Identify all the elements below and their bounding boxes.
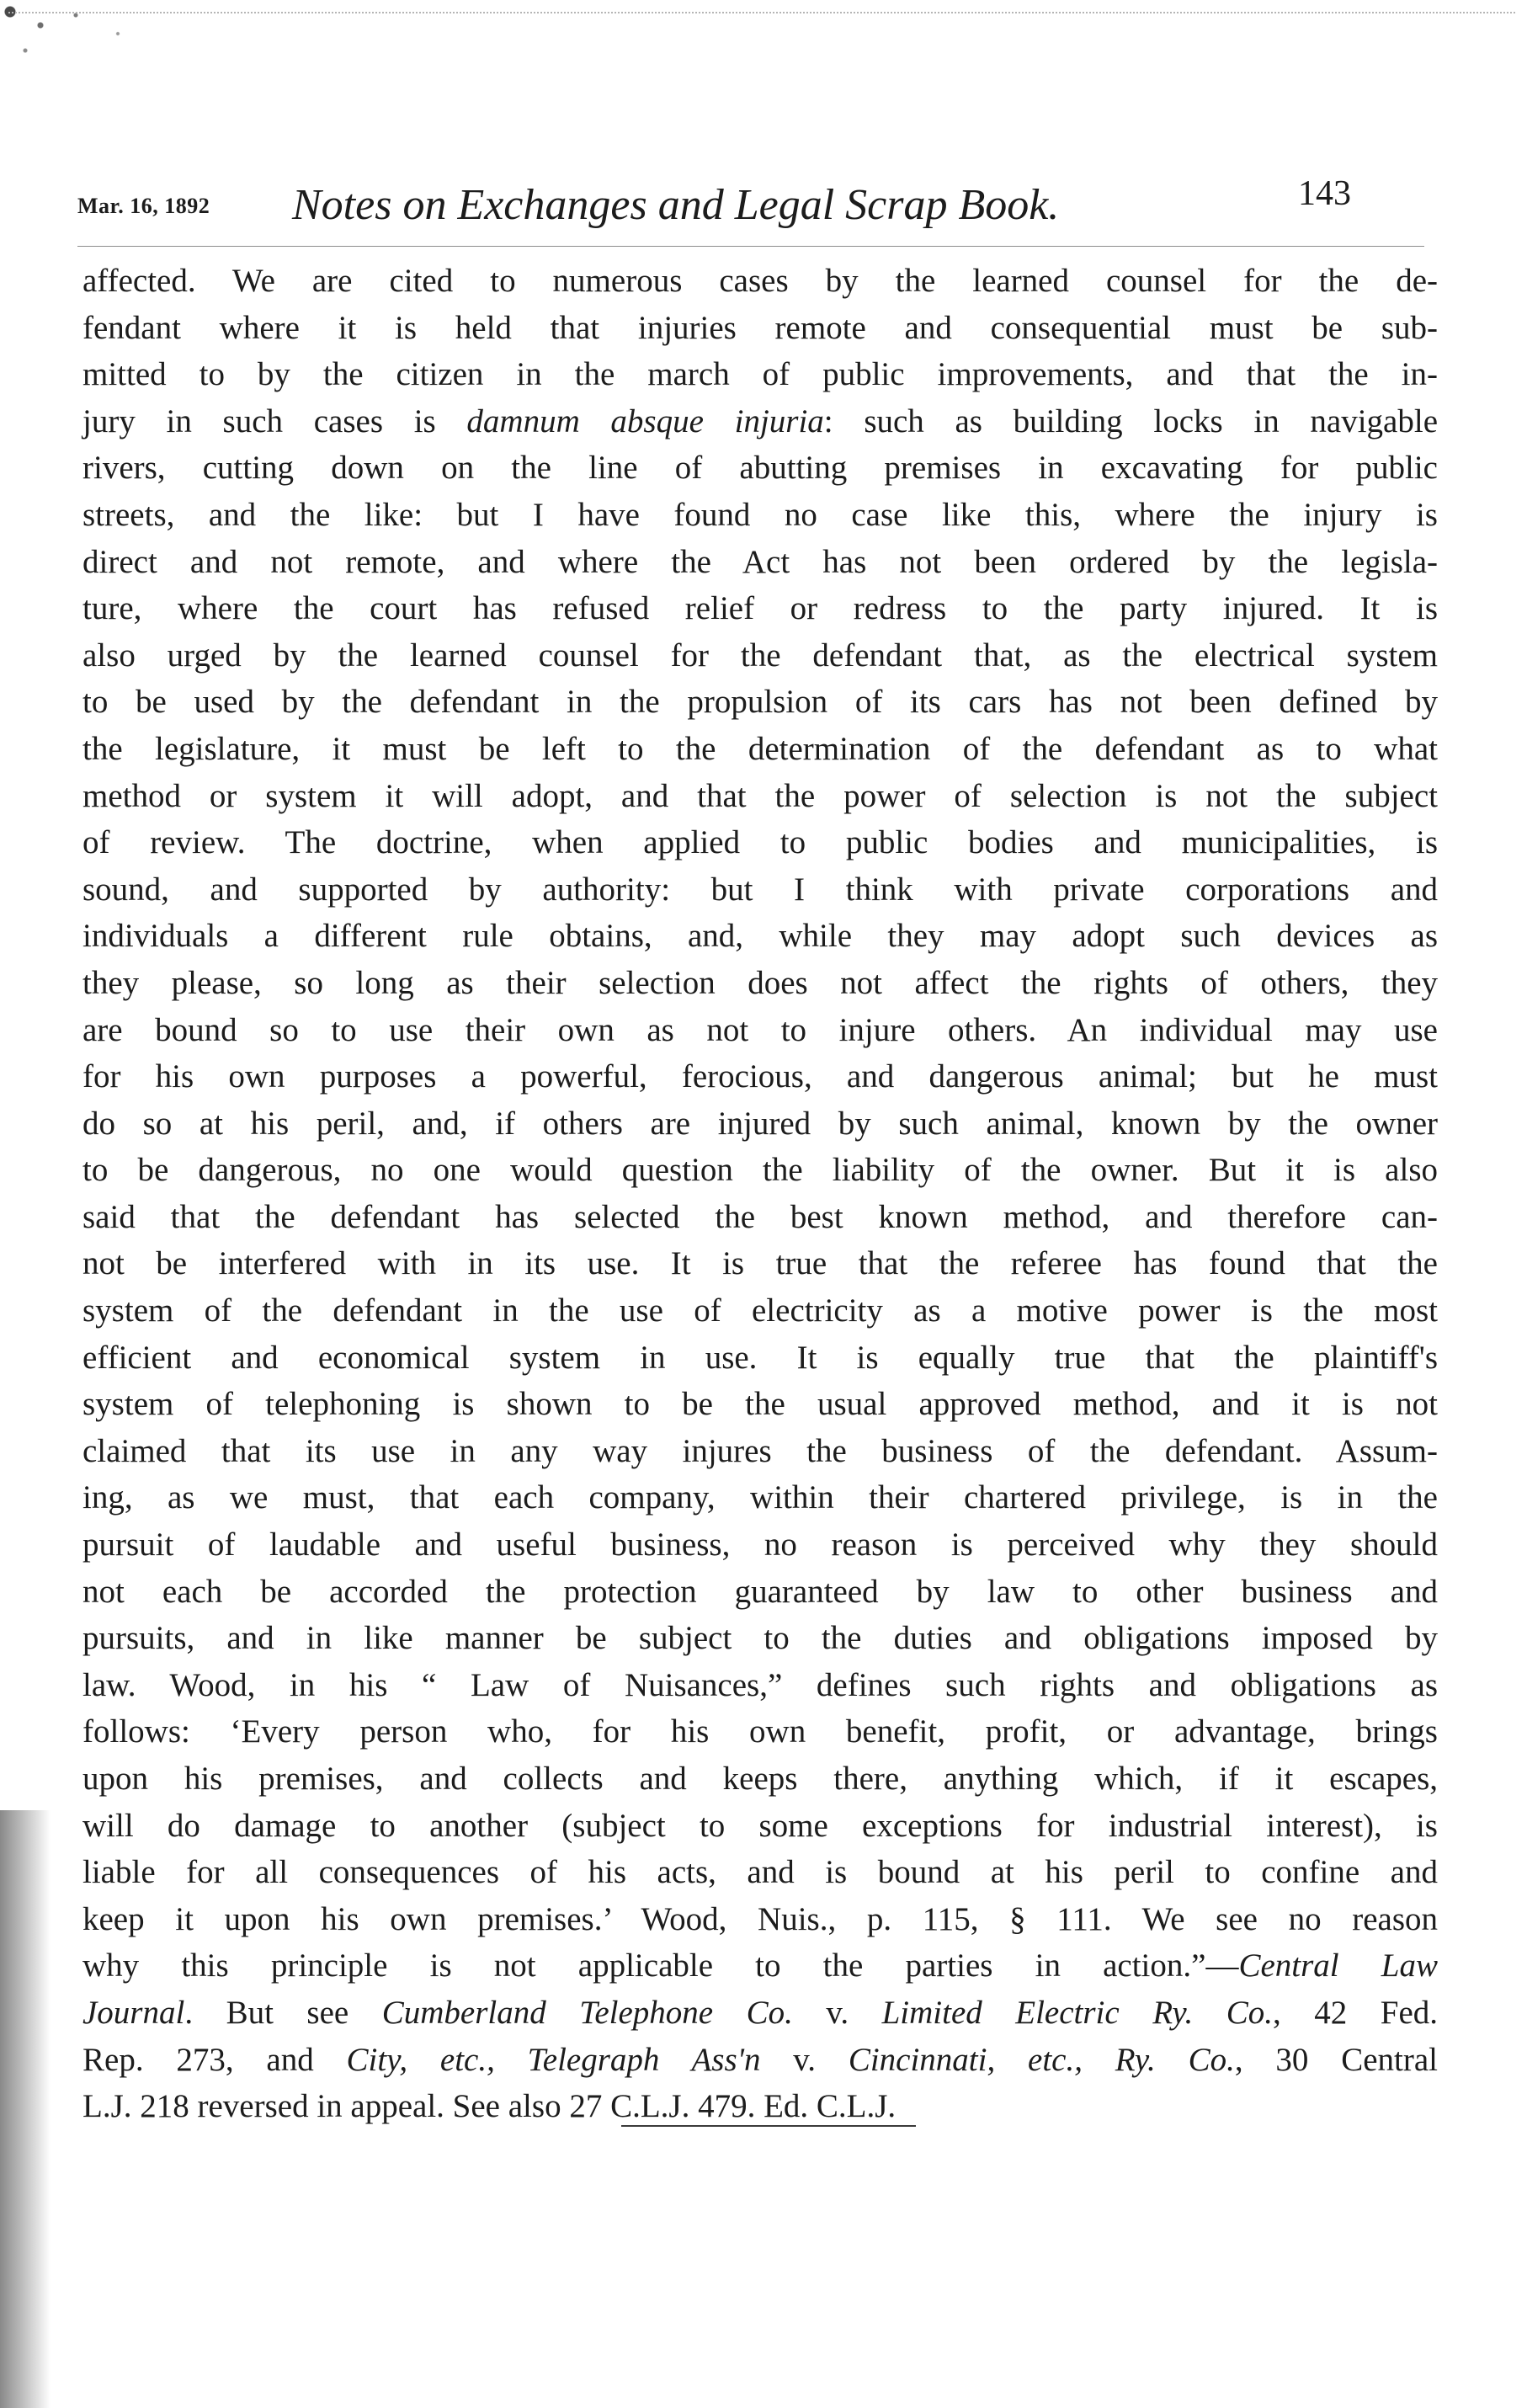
text-run: upon his premises, and collects and keeps there, anything which, if it escapes, bbox=[82, 1761, 1438, 1797]
text-line bbox=[82, 1007, 1438, 1054]
text-line bbox=[82, 1990, 1438, 2037]
text-run: individuals a different rule obtains, and, while they may adopt such devices as bbox=[82, 918, 1438, 955]
text-line bbox=[82, 1428, 1438, 1475]
text-run: Rep. 273, and bbox=[82, 2041, 347, 2078]
text-line bbox=[82, 2037, 1438, 2084]
text-run: , 42 Fed. bbox=[1273, 1994, 1438, 2031]
text-line bbox=[82, 258, 1438, 305]
text-line bbox=[82, 1569, 1438, 1616]
text-run: : such as building locks in navigable bbox=[823, 402, 1439, 440]
text-run: direct and not remote, and where the Act has not been ordered by the legisla- bbox=[82, 543, 1438, 580]
text-run: for his own purposes a powerful, ferocious, and dangerous animal; but he must bbox=[82, 1058, 1438, 1095]
text-line bbox=[82, 1100, 1438, 1148]
text-line bbox=[82, 445, 1438, 492]
text-run: to be used by the defendant in the propulsion of its cars has not been defined by bbox=[82, 684, 1438, 721]
text-run: v. bbox=[792, 1994, 882, 2031]
text-run: keep it upon his own premises.’ Wood, Nuis., p. 115, § 111. We see no reason bbox=[82, 1900, 1438, 1937]
text-run: mitted to by the citizen in the march of public improvements, and that the in- bbox=[82, 356, 1438, 393]
text-run: law. Wood, in his “ Law of Nuisances,” defines such rights and obligations as bbox=[82, 1666, 1438, 1703]
text-line bbox=[82, 1662, 1438, 1709]
text-run: method or system it will adopt, and that the power of selection is not the subject bbox=[82, 777, 1438, 814]
running-head bbox=[77, 165, 1391, 241]
text-line bbox=[82, 679, 1438, 726]
text-run: , 30 Central bbox=[1234, 2041, 1438, 2078]
text-run: v. bbox=[760, 2041, 849, 2078]
text-run: pursuits, and in like manner be subject to the duties and obligations imposed by bbox=[82, 1620, 1438, 1657]
text-line bbox=[82, 1521, 1438, 1569]
text-line bbox=[82, 398, 1438, 445]
text-line bbox=[82, 1474, 1438, 1521]
text-run: to be dangerous, no one would question the liability of the owner. But it is also bbox=[82, 1152, 1438, 1189]
text-run: efficient and economical system in use. It is equally true that the plaintiff's bbox=[82, 1339, 1438, 1376]
text-line bbox=[82, 1942, 1438, 1990]
text-line bbox=[82, 1053, 1438, 1100]
text-run: of review. The doctrine, when applied to public bodies and municipalities, is bbox=[82, 824, 1438, 861]
scan-edge-shadow bbox=[0, 1810, 51, 2408]
italic-text-run: Limited Electric Ry. Co. bbox=[881, 1994, 1273, 2031]
text-run: jury in such cases is bbox=[82, 402, 467, 440]
text-line bbox=[82, 539, 1438, 586]
text-run: not each be accorded the protection guaranteed by law to other business and bbox=[82, 1573, 1438, 1610]
text-line bbox=[82, 1708, 1438, 1755]
text-run: affected. We are cited to numerous cases by the learned counsel for the de- bbox=[82, 263, 1438, 299]
header-rule bbox=[77, 246, 1424, 247]
italic-text-run: City, etc., Telegraph Ass'n bbox=[346, 2041, 761, 2078]
text-run: ing, as we must, that each company, within their chartered privilege, is in the bbox=[82, 1479, 1438, 1516]
text-run: system of the defendant in the use of electricity as a motive power is the most bbox=[82, 1292, 1438, 1329]
text-line bbox=[82, 1755, 1438, 1803]
text-run: are bound so to use their own as not to injure others. An individual may use bbox=[82, 1011, 1438, 1048]
text-run: . But see bbox=[184, 1994, 382, 2031]
text-line bbox=[82, 1335, 1438, 1382]
text-line bbox=[82, 913, 1438, 960]
text-line bbox=[82, 773, 1438, 820]
scan-edge-rule bbox=[8, 12, 1515, 13]
text-line bbox=[82, 1803, 1438, 1850]
text-line bbox=[82, 351, 1438, 398]
end-rule bbox=[621, 2125, 916, 2127]
italic-text-run: Central Law bbox=[1238, 1947, 1438, 1984]
text-line bbox=[82, 632, 1438, 679]
text-line bbox=[82, 1287, 1438, 1335]
text-run: sound, and supported by authority: but I think with private corporations and bbox=[82, 871, 1438, 908]
issue-date: Mar. 16, 1892 bbox=[77, 194, 210, 218]
text-run: fendant where it is held that injuries remote and consequential must be sub- bbox=[82, 309, 1438, 346]
text-line bbox=[82, 1147, 1438, 1194]
text-run: they please, so long as their selection does not affect the rights of others, they bbox=[82, 964, 1438, 1001]
text-line bbox=[82, 866, 1438, 914]
text-run: said that the defendant has selected the best known method, and therefore can- bbox=[82, 1198, 1438, 1235]
page-number: 143 bbox=[1298, 174, 1351, 213]
text-line bbox=[82, 1849, 1438, 1896]
italic-text-run: Journal bbox=[82, 1994, 185, 2031]
italic-text-run: Cumberland Telephone Co. bbox=[381, 1994, 793, 2031]
text-run: not be interfered with in its use. It is true that the referee has found that the bbox=[82, 1245, 1438, 1282]
text-line bbox=[82, 492, 1438, 539]
text-run: do so at his peril, and, if others are injured by such animal, known by the owner bbox=[82, 1105, 1438, 1142]
text-run: rivers, cutting down on the line of abutting premises in excavating for public bbox=[82, 450, 1438, 487]
text-line bbox=[82, 1240, 1438, 1287]
text-line bbox=[82, 305, 1438, 352]
italic-text-run: Cincinnati, etc., Ry. Co. bbox=[848, 2041, 1235, 2078]
text-run: ture, where the court has refused relief or redress to the party injured. It is bbox=[82, 590, 1438, 627]
text-line bbox=[82, 1615, 1438, 1662]
text-run: also urged by the learned counsel for the defendant that, as the electrical system bbox=[82, 637, 1438, 674]
text-line bbox=[82, 1381, 1438, 1428]
text-line bbox=[82, 1896, 1438, 1943]
text-run: the legislature, it must be left to the determination of the defendant as to what bbox=[82, 730, 1438, 767]
text-line bbox=[82, 819, 1438, 866]
text-run: pursuit of laudable and useful business, no reason is perceived why they should bbox=[82, 1526, 1438, 1564]
text-run: system of telephoning is shown to be the usual approved method, and it is not bbox=[82, 1386, 1438, 1423]
text-run: claimed that its use in any way injures the business of the defendant. Assum- bbox=[82, 1432, 1438, 1469]
text-run: will do damage to another (subject to some exceptions for industrial interest), is bbox=[82, 1807, 1438, 1844]
text-run: streets, and the like: but I have found no case like this, where the injury is bbox=[82, 496, 1438, 533]
text-line bbox=[82, 585, 1438, 632]
text-line bbox=[82, 726, 1438, 773]
text-line bbox=[82, 2083, 1438, 2130]
text-run: L.J. 218 reversed in appeal. See also 27 C.L.J. 479. Ed. C.L.J. bbox=[82, 2088, 897, 2125]
journal-title: Notes on Exchanges and Legal Scrap Book. bbox=[292, 181, 1060, 229]
text-run: follows: ‘Every person who, for his own benefit, profit, or advantage, brings bbox=[82, 1713, 1438, 1750]
article-body bbox=[82, 258, 1438, 2130]
text-run: why this principle is not applicable to the parties in action.”— bbox=[82, 1947, 1239, 1984]
italic-text-run: damnum absque injuria bbox=[466, 402, 824, 440]
text-line bbox=[82, 1194, 1438, 1241]
text-run: liable for all consequences of his acts, and is bound at his peril to confine and bbox=[82, 1854, 1438, 1891]
text-line bbox=[82, 960, 1438, 1007]
